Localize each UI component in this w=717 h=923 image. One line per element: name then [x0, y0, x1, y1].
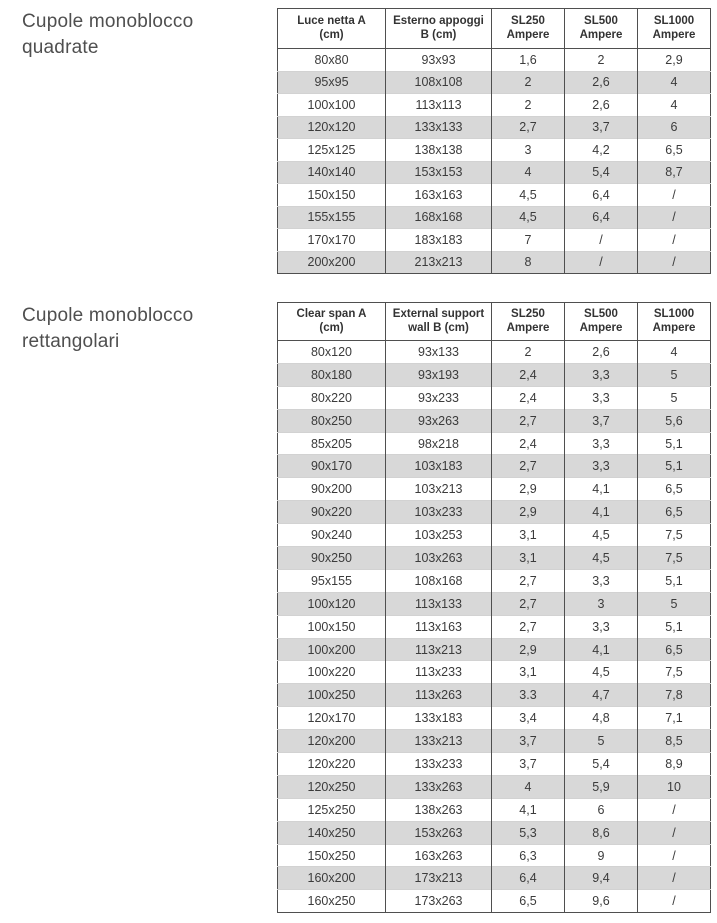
table-cell: 4,1 — [565, 478, 638, 501]
table-cell: 4 — [638, 71, 711, 94]
table-cell: 4 — [492, 775, 565, 798]
table-cupole-rettangolari — [277, 302, 711, 913]
table-header-row — [278, 9, 711, 49]
table-row — [278, 94, 711, 117]
table-cell: 4,5 — [492, 206, 565, 229]
table-cell: 6,4 — [565, 206, 638, 229]
table-row — [278, 569, 711, 592]
table-cell: 3.3 — [492, 684, 565, 707]
table-cell: 4 — [638, 341, 711, 364]
header-line: Ampere — [506, 321, 550, 334]
table-cell: 133x213 — [386, 730, 492, 753]
table-cell: 7 — [492, 229, 565, 252]
header-line: Ampere — [579, 321, 623, 334]
table-cell: 3,3 — [565, 386, 638, 409]
table-cell: 98x218 — [386, 432, 492, 455]
table-cell: 2 — [492, 341, 565, 364]
table-cell: 3,7 — [492, 753, 565, 776]
table-cell: 3,3 — [565, 432, 638, 455]
table-cell: 133x133 — [386, 116, 492, 139]
table-cell: 8,9 — [638, 753, 711, 776]
column-header-sl250 — [492, 9, 565, 49]
table-row — [278, 547, 711, 570]
table-row — [278, 116, 711, 139]
header-line: SL500 — [584, 15, 618, 27]
table-cell: 120x220 — [278, 753, 386, 776]
table-row — [278, 49, 711, 72]
table-cell: 2,7 — [492, 409, 565, 432]
table-cell: 7,5 — [638, 661, 711, 684]
table-cell: 90x170 — [278, 455, 386, 478]
table-cell: 4,1 — [492, 798, 565, 821]
table-cell: 120x200 — [278, 730, 386, 753]
table-cell: 5 — [638, 363, 711, 386]
table-cell: 170x170 — [278, 229, 386, 252]
table-cell: 4,7 — [565, 684, 638, 707]
table-cell: 5,6 — [638, 409, 711, 432]
table-cell: 9,4 — [565, 867, 638, 890]
table-row — [278, 661, 711, 684]
table-row — [278, 229, 711, 252]
table-cell: 103x213 — [386, 478, 492, 501]
column-header-luce-netta — [278, 9, 386, 49]
table-row — [278, 478, 711, 501]
column-header-esterno-appoggi — [386, 9, 492, 49]
table-cell: 2,6 — [565, 341, 638, 364]
table-cell: 2,9 — [492, 638, 565, 661]
table-cell: 8,6 — [565, 821, 638, 844]
table-cell: 3,3 — [565, 569, 638, 592]
table-cell: 2,4 — [492, 386, 565, 409]
table-cell: 103x233 — [386, 501, 492, 524]
table-cell: 4,5 — [492, 184, 565, 207]
table-cell: 9 — [565, 844, 638, 867]
table-cell: 2,6 — [565, 71, 638, 94]
table-cell: / — [638, 251, 711, 274]
header-line: (cm) — [319, 28, 344, 41]
table-cell: 8 — [492, 251, 565, 274]
table-cell: 113x233 — [386, 661, 492, 684]
table-row — [278, 844, 711, 867]
table-row — [278, 775, 711, 798]
table-cell: 153x153 — [386, 161, 492, 184]
table-cell: 120x120 — [278, 116, 386, 139]
table-row — [278, 184, 711, 207]
table-row — [278, 592, 711, 615]
table-cell: 3,7 — [492, 730, 565, 753]
table-row — [278, 798, 711, 821]
table-row — [278, 638, 711, 661]
table-cell: 2,9 — [492, 501, 565, 524]
table-cell: 5,1 — [638, 569, 711, 592]
table-cell: 153x263 — [386, 821, 492, 844]
table-row — [278, 821, 711, 844]
table-cell: 80x180 — [278, 363, 386, 386]
table-cell: 150x250 — [278, 844, 386, 867]
table-cell: 100x200 — [278, 638, 386, 661]
header-line: SL1000 — [653, 15, 695, 27]
column-header-sl500 — [565, 303, 638, 341]
table-row — [278, 615, 711, 638]
header-line: wall B (cm) — [408, 321, 469, 334]
header-line: SL250 — [511, 15, 545, 27]
table-cell: 5,1 — [638, 455, 711, 478]
table-cell: 100x250 — [278, 684, 386, 707]
table-cell: / — [565, 251, 638, 274]
table-cell: / — [565, 229, 638, 252]
table-cell: 6,5 — [638, 478, 711, 501]
table-cell: 85x205 — [278, 432, 386, 455]
table-cell: 6,5 — [638, 638, 711, 661]
table-cell: 6 — [638, 116, 711, 139]
table-cell: 93x133 — [386, 341, 492, 364]
table-cell: 140x250 — [278, 821, 386, 844]
table-cell: 4,8 — [565, 707, 638, 730]
table-cell: 103x183 — [386, 455, 492, 478]
table-row — [278, 524, 711, 547]
table-cell: 2,4 — [492, 432, 565, 455]
table-row — [278, 409, 711, 432]
table-cell: 125x125 — [278, 139, 386, 162]
table-cell: 5,9 — [565, 775, 638, 798]
table-cell: 93x233 — [386, 386, 492, 409]
table-cell: 150x150 — [278, 184, 386, 207]
table-cell: 7,5 — [638, 547, 711, 570]
table-cell: 183x183 — [386, 229, 492, 252]
section-title-cupole-quadrate: Cupole monoblocco quadrate — [22, 11, 194, 58]
table-cell: 2,6 — [565, 94, 638, 117]
table-cell: 3,7 — [565, 116, 638, 139]
table-cell: 163x263 — [386, 844, 492, 867]
table-cell: 173x213 — [386, 867, 492, 890]
table-cell: 3,7 — [565, 409, 638, 432]
table-cell: 2,7 — [492, 615, 565, 638]
table-row — [278, 890, 711, 913]
table-row — [278, 71, 711, 94]
table-cell: 133x263 — [386, 775, 492, 798]
header-line: External support — [392, 308, 485, 320]
table-cell: 120x250 — [278, 775, 386, 798]
header-line: Ampere — [506, 28, 550, 41]
table-cell: 4,5 — [565, 524, 638, 547]
table-cell: 6,4 — [565, 184, 638, 207]
table-cell: 2 — [492, 94, 565, 117]
table-cell: 2,7 — [492, 455, 565, 478]
table-cell: 160x200 — [278, 867, 386, 890]
header-line: SL1000 — [653, 308, 695, 320]
table-cell: 6,5 — [638, 139, 711, 162]
table-row — [278, 684, 711, 707]
table-cell: 103x253 — [386, 524, 492, 547]
table-cell: 163x163 — [386, 184, 492, 207]
table-cell: / — [638, 206, 711, 229]
table-cell: 10 — [638, 775, 711, 798]
table-cell: 108x108 — [386, 71, 492, 94]
table-cell: 80x220 — [278, 386, 386, 409]
table-cell: 3,1 — [492, 524, 565, 547]
table-cell: 80x80 — [314, 52, 349, 67]
table-cell: 5,4 — [565, 753, 638, 776]
table-row — [278, 753, 711, 776]
table-cell: 2,7 — [492, 116, 565, 139]
table-cell: 6,3 — [492, 844, 565, 867]
table-cell: 7,5 — [638, 524, 711, 547]
table-cell: 100x220 — [278, 661, 386, 684]
table-row — [278, 501, 711, 524]
header-line: SL250 — [511, 308, 545, 320]
table-cell: 5 — [638, 592, 711, 615]
table-cell: / — [638, 184, 711, 207]
table-cupole-quadrate — [277, 8, 711, 274]
table-cell: 3,3 — [565, 615, 638, 638]
table-row — [278, 341, 711, 364]
section-title-cupole-rettangolari: Cupole monoblocco rettangolari — [22, 305, 194, 352]
table-cell: 5,4 — [565, 161, 638, 184]
table-cell: 120x170 — [278, 707, 386, 730]
table-cell: 100x120 — [278, 592, 386, 615]
table-cell: / — [638, 229, 711, 252]
table-cell: 173x263 — [386, 890, 492, 913]
table-cell: 4,1 — [565, 501, 638, 524]
table-cell: 7,1 — [638, 707, 711, 730]
table-row — [278, 363, 711, 386]
table-row — [278, 432, 711, 455]
column-header-sl250 — [492, 303, 565, 341]
table-cell: 3,3 — [565, 455, 638, 478]
table-row — [278, 455, 711, 478]
table-cell: 2 — [565, 49, 638, 72]
table-cell: 213x213 — [386, 251, 492, 274]
header-line: Ampere — [579, 28, 623, 41]
table-cell: 4,2 — [565, 139, 638, 162]
table-cell: 6,5 — [638, 501, 711, 524]
table-cell: 95x95 — [278, 71, 386, 94]
table-cell: 133x183 — [386, 707, 492, 730]
table-cell: 5 — [565, 730, 638, 753]
header-line: Ampere — [652, 321, 696, 334]
table-cell: 90x200 — [278, 478, 386, 501]
table-cell: / — [638, 821, 711, 844]
table-cell: 125x250 — [278, 798, 386, 821]
table-cell: / — [638, 844, 711, 867]
table-cell: 90x220 — [278, 501, 386, 524]
table-cell: 80x250 — [278, 409, 386, 432]
header-line: B (cm) — [420, 28, 457, 41]
table-cell: 4 — [638, 94, 711, 117]
table-cell: 2,7 — [492, 569, 565, 592]
table-cell: 155x155 — [278, 206, 386, 229]
table-cell: 200x200 — [278, 251, 386, 274]
column-header-clear-span — [278, 303, 386, 341]
table-cell: 113x213 — [386, 638, 492, 661]
table-cell: 2,9 — [492, 478, 565, 501]
header-line: SL500 — [584, 308, 618, 320]
table-row — [278, 161, 711, 184]
table-cell: 133x233 — [386, 753, 492, 776]
table-cell: 6,5 — [492, 890, 565, 913]
table-cell: 113x163 — [386, 615, 492, 638]
table-cell: 1,6 — [492, 49, 565, 72]
header-line: Luce netta A — [297, 15, 366, 27]
table-cell: 7,8 — [638, 684, 711, 707]
table-cell: 8,7 — [638, 161, 711, 184]
table-row — [278, 386, 711, 409]
header-line: Ampere — [652, 28, 696, 41]
table-row — [278, 251, 711, 274]
table-cell: 95x155 — [278, 569, 386, 592]
table-cell: 2 — [492, 71, 565, 94]
table-cell: 140x140 — [278, 161, 386, 184]
table-cell: 6,4 — [492, 867, 565, 890]
table-cell: / — [638, 867, 711, 890]
table-cell: 138x138 — [386, 139, 492, 162]
header-line: Esterno appoggi — [393, 15, 484, 27]
table-cell: 93x93 — [386, 49, 492, 72]
column-header-sl1000 — [638, 9, 711, 49]
table-row — [278, 139, 711, 162]
header-line: (cm) — [319, 321, 344, 334]
table-cell: 8,5 — [638, 730, 711, 753]
table-cell: 100x100 — [278, 94, 386, 117]
table-cell: 4,5 — [565, 661, 638, 684]
table-cell: 108x168 — [386, 569, 492, 592]
table-cell: 3 — [492, 139, 565, 162]
table-cell: 103x263 — [386, 547, 492, 570]
table-row — [278, 867, 711, 890]
table-cell: 5,1 — [638, 432, 711, 455]
table-row — [278, 707, 711, 730]
column-header-external-support — [386, 303, 492, 341]
table-cell: 4,1 — [565, 638, 638, 661]
table-cell: 2,7 — [492, 592, 565, 615]
table-cell: 4,5 — [565, 547, 638, 570]
table-cell: 113x113 — [386, 94, 492, 117]
table-cell: 3,1 — [492, 547, 565, 570]
table-cell: 80x120 — [310, 344, 352, 359]
table-cell: 113x133 — [386, 592, 492, 615]
table-cell: 6 — [565, 798, 638, 821]
table-cell: 160x250 — [278, 890, 386, 913]
table-cell: 3,4 — [492, 707, 565, 730]
table-header-row — [278, 303, 711, 341]
table-cell: / — [638, 890, 711, 913]
table-cell: 3,1 — [492, 661, 565, 684]
table-cell: 90x240 — [278, 524, 386, 547]
table-cell: 5 — [638, 386, 711, 409]
table-cell: 93x263 — [386, 409, 492, 432]
table-row — [278, 730, 711, 753]
table-cell: 2,4 — [492, 363, 565, 386]
table-cell: 3 — [565, 592, 638, 615]
table-cell: 93x193 — [386, 363, 492, 386]
table-cell: 5,1 — [638, 615, 711, 638]
table-cell: 5,3 — [492, 821, 565, 844]
table-cell: 3,3 — [565, 363, 638, 386]
table-cell: 138x263 — [386, 798, 492, 821]
table-cell: 90x250 — [278, 547, 386, 570]
table-cell: 113x263 — [386, 684, 492, 707]
header-line: Clear span A — [296, 308, 367, 320]
column-header-sl1000 — [638, 303, 711, 341]
table-cell: 168x168 — [386, 206, 492, 229]
table-cell: 9,6 — [565, 890, 638, 913]
table-cell: 2,9 — [638, 49, 711, 72]
column-header-sl500 — [565, 9, 638, 49]
table-cell: 100x150 — [278, 615, 386, 638]
table-cell: 4 — [492, 161, 565, 184]
table-cell: / — [638, 798, 711, 821]
table-row — [278, 206, 711, 229]
